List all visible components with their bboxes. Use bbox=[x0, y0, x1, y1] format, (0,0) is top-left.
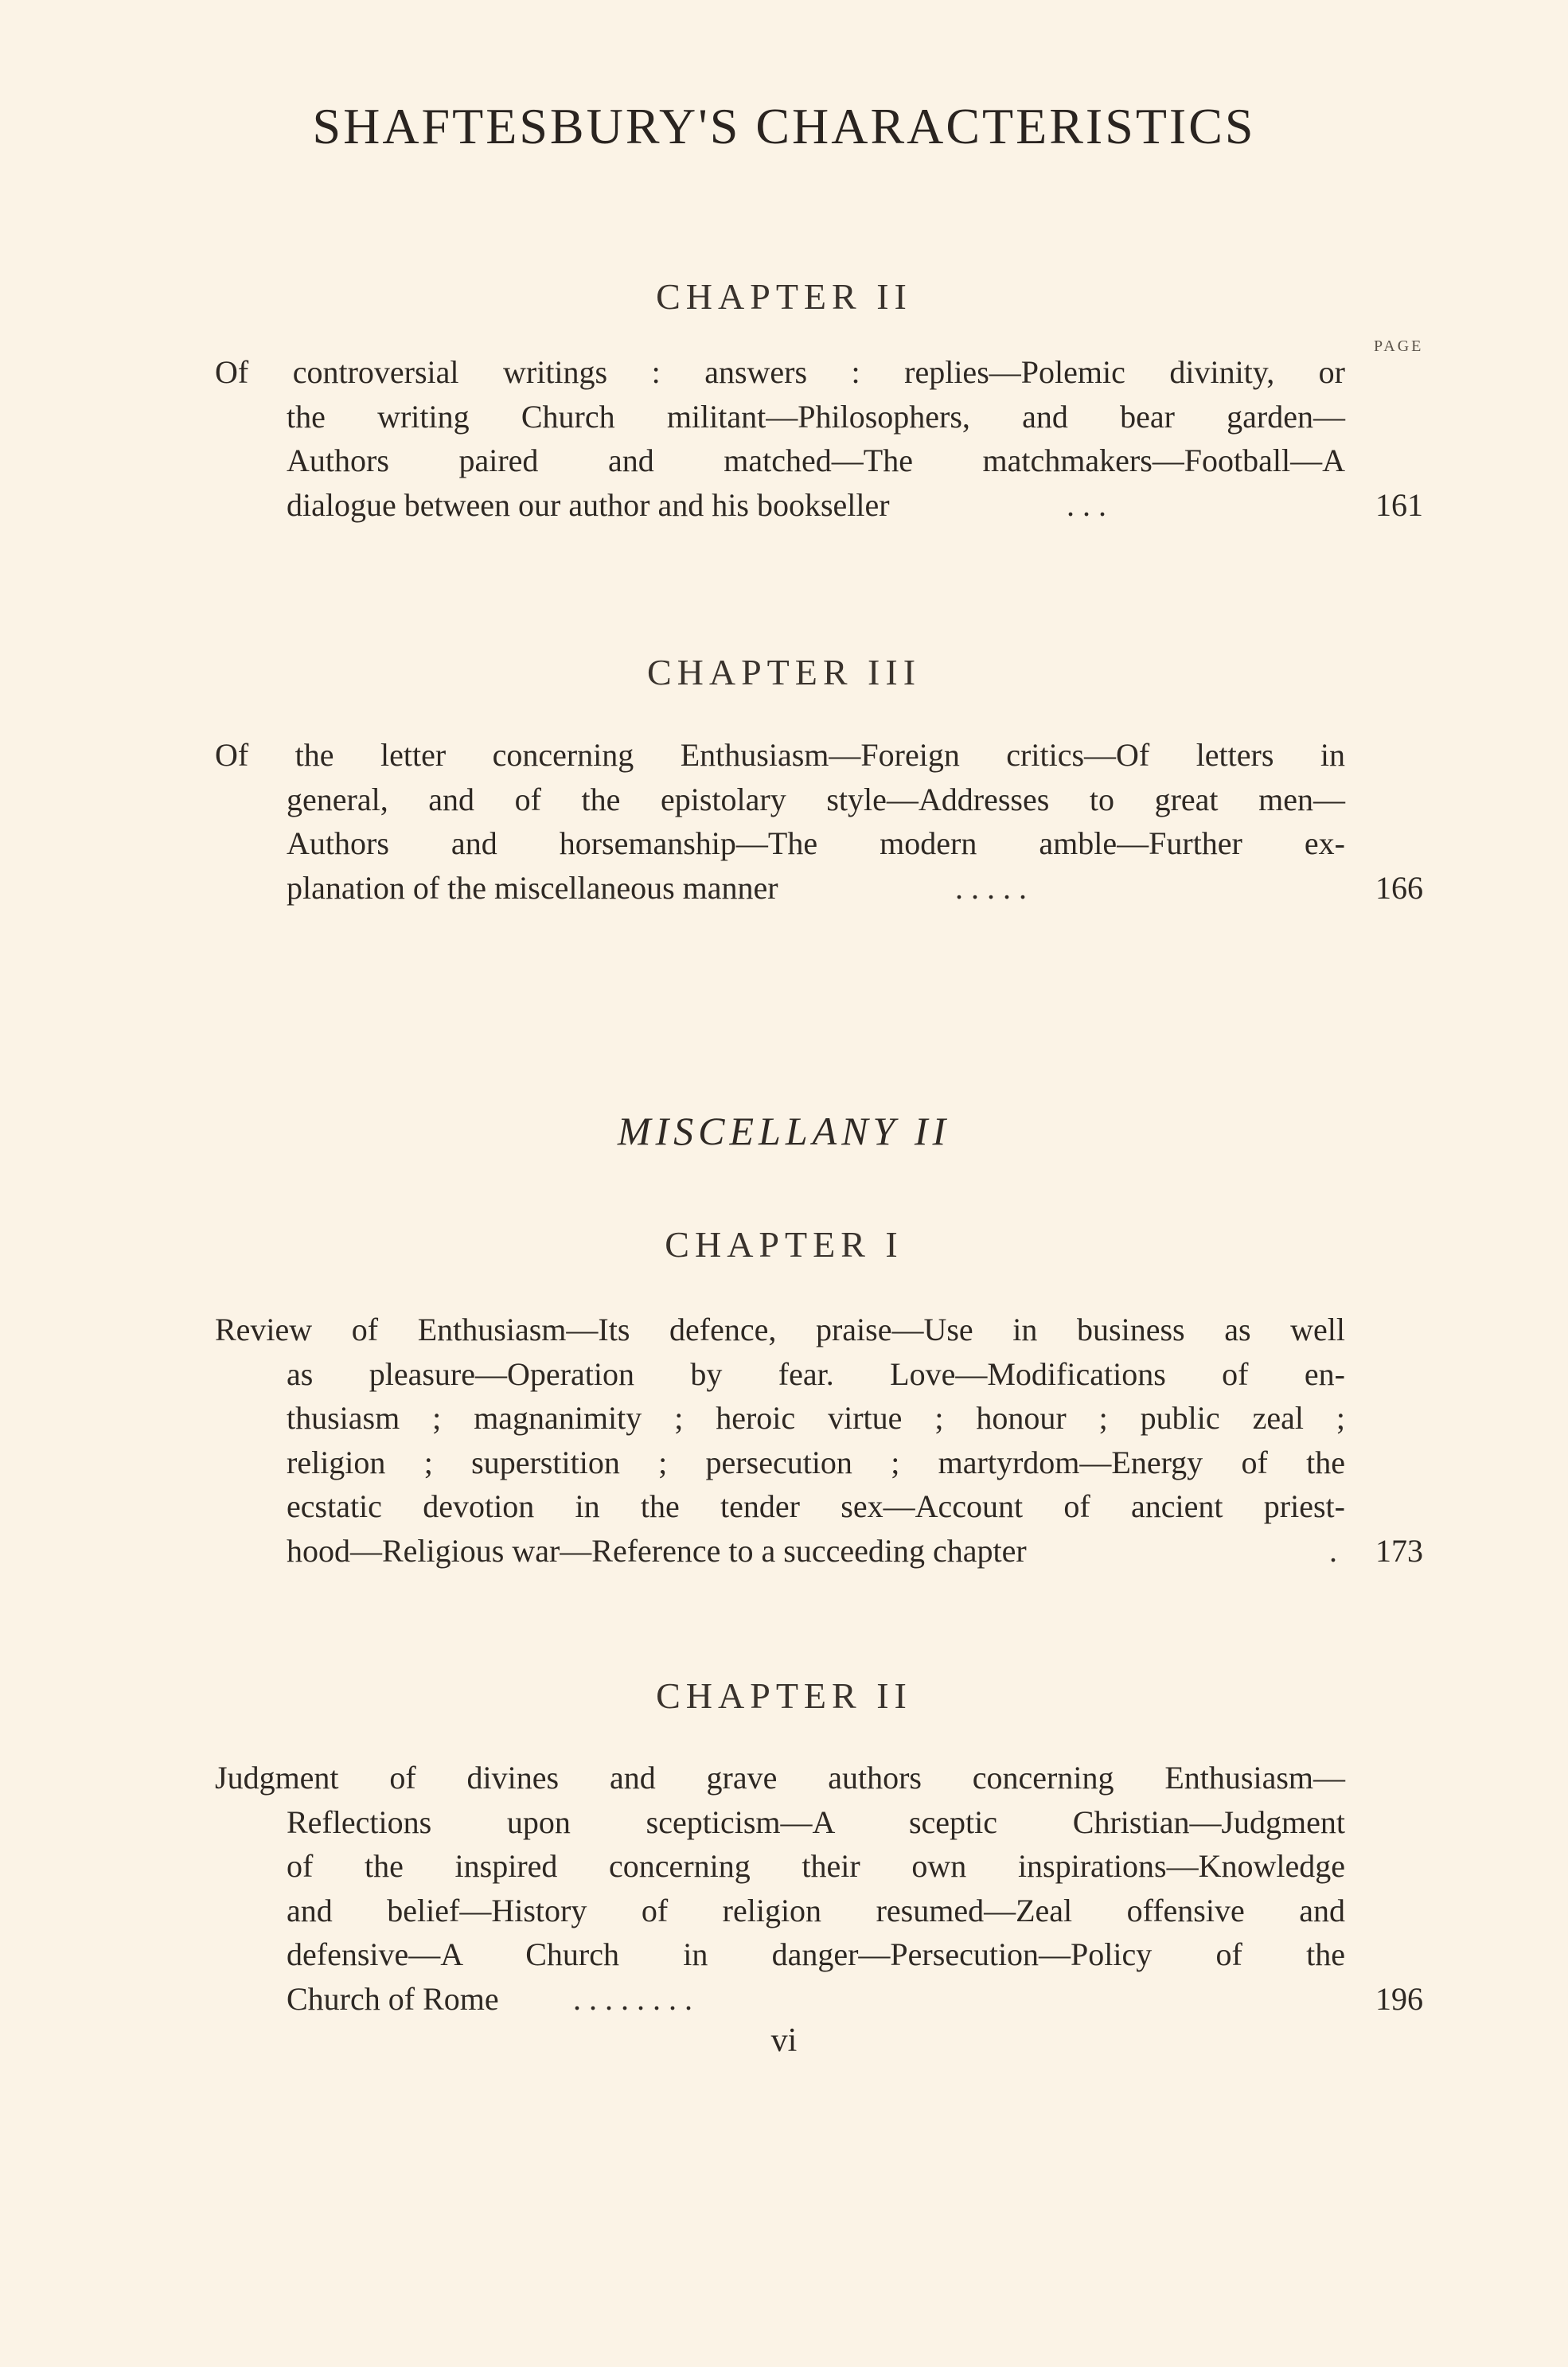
entry-line: Of the letter concerning Enthusiasm—Foreign critics—Of letters in bbox=[215, 737, 1345, 773]
entry-line: and belief—History of religion resumed—Zeal offensive and bbox=[287, 1892, 1345, 1928]
page-number: 166 bbox=[1375, 869, 1423, 906]
entry-line-text: Church of Rome bbox=[287, 1980, 499, 2017]
page-number: 196 bbox=[1375, 1980, 1423, 2017]
toc-entry bbox=[215, 350, 1423, 527]
page-number: 161 bbox=[1375, 486, 1423, 523]
entry-line: religion ; superstition ; persecution ; martyrdom—Energy of the bbox=[287, 1444, 1345, 1480]
folio-page-number: vi bbox=[770, 2022, 798, 2059]
entry-line: Reflections upon scepticism—A sceptic Christian—Judgment bbox=[287, 1804, 1345, 1840]
entry-line bbox=[215, 483, 1423, 528]
entry-line: as pleasure—Operation by fear. Love—Modifications of en- bbox=[287, 1355, 1345, 1392]
entry-line: Of controversial writings : answers : replies—Polemic divinity, or bbox=[215, 354, 1345, 390]
toc-entry bbox=[215, 1308, 1423, 1573]
running-head: SHAFTESBURY'S CHARACTERISTICS bbox=[312, 98, 1256, 154]
entry-line bbox=[215, 866, 1423, 911]
dot-leader: . . . . . . . . bbox=[573, 1980, 692, 2017]
entry-line: ecstatic devotion in the tender sex—Account of ancient priest- bbox=[287, 1488, 1345, 1524]
entry-line-text: dialogue between our author and his bookseller bbox=[287, 486, 890, 523]
miscellany-heading: MISCELLANY II bbox=[617, 1109, 951, 1153]
dot-leader: . . . bbox=[1067, 486, 1106, 523]
page-column-label: PAGE bbox=[1374, 337, 1424, 355]
entry-line: thusiasm ; magnanimity ; heroic virtue ; honour ; public zeal ; bbox=[287, 1400, 1345, 1436]
chapter-heading: CHAPTER II bbox=[656, 1675, 912, 1716]
entry-line-text: hood—Religious war—Reference to a succeeding chapter bbox=[287, 1532, 1027, 1569]
entry-line: Authors paired and matched—The matchmakers—Football—A bbox=[287, 443, 1345, 478]
entry-line: the writing Church militant—Philosophers, and bear garden— bbox=[287, 398, 1345, 435]
entry-line-text: planation of the miscellaneous manner bbox=[287, 869, 778, 906]
entry-line: Review of Enthusiasm—Its defence, praise—Use in business as well bbox=[215, 1312, 1345, 1347]
entry-line: Authors and horsemanship—The modern amble—Further ex- bbox=[287, 825, 1345, 861]
entry-line bbox=[215, 1977, 1423, 2022]
toc-entry bbox=[215, 1756, 1423, 2021]
dot-leader: . bbox=[1329, 1532, 1337, 1569]
entry-line bbox=[215, 1529, 1423, 1573]
entry-line: Judgment of divines and grave authors concerning Enthusiasm— bbox=[215, 1760, 1345, 1796]
chapter-heading: CHAPTER II bbox=[656, 276, 912, 317]
entry-line: defensive—A Church in danger—Persecution—Policy of the bbox=[287, 1936, 1345, 1972]
dot-leader: . . . . . bbox=[955, 869, 1027, 906]
entry-line: general, and of the epistolary style—Addresses to great men— bbox=[287, 781, 1345, 817]
page-number: 173 bbox=[1375, 1532, 1423, 1569]
toc-entry bbox=[215, 733, 1423, 910]
entry-line: of the inspired concerning their own inspirations—Knowledge bbox=[287, 1848, 1345, 1884]
chapter-heading: CHAPTER III bbox=[646, 652, 922, 692]
chapter-heading: CHAPTER I bbox=[665, 1224, 903, 1265]
